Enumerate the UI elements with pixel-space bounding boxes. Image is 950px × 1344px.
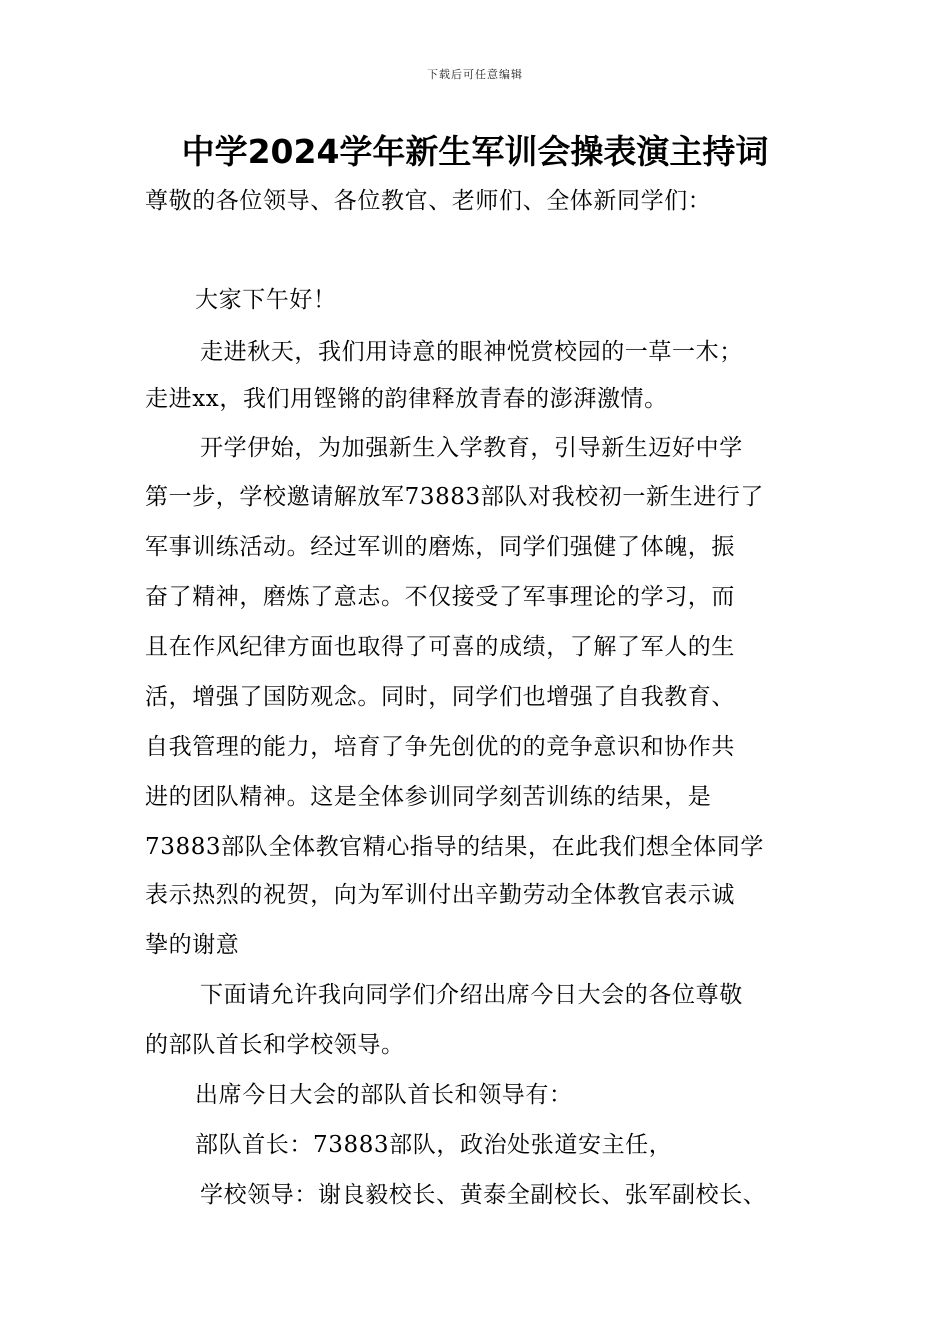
body-line: 学校领导：谢良毅校长、黄泰全副校长、张军副校长、 [200, 1182, 767, 1208]
body-line: 73883部队全体教官精心指导的结果，在此我们想全体同学 [145, 834, 764, 860]
body-line: 下面请允许我向同学们介绍出席今日大会的各位尊敬 [200, 982, 743, 1008]
body-line: 进的团队精神。这是全体参训同学刻苦训练的结果，是 [145, 784, 712, 810]
body-line: 表示热烈的祝贺，向为军训付出辛勤劳动全体教官表示诚 [145, 882, 735, 908]
greeting-line: 大家下午好！ [195, 287, 337, 313]
body-line: 活，增强了国防观念。同时，同学们也增强了自我教育、 [145, 684, 735, 710]
body-line: 出席今日大会的部队首长和领导有： [195, 1082, 573, 1108]
body-line: 走进xx，我们用铿锵的韵律释放青春的澎湃激情。 [145, 386, 668, 412]
body-line: 自我管理的能力，培育了争先创优的的竞争意识和协作共 [145, 734, 735, 760]
body-line: 第一步，学校邀请解放军73883部队对我校初一新生进行了 [145, 484, 764, 510]
body-line: 军事训练活动。经过军训的磨炼，同学们强健了体魄，振 [145, 534, 735, 560]
body-line: 走进秋天，我们用诗意的眼神悦赏校园的一草一木； [200, 339, 743, 365]
body-line: 开学伊始，为加强新生入学教育，引导新生迈好中学 [200, 435, 743, 461]
salutation-line: 尊敬的各位领导、各位教官、老师们、全体新同学们： [145, 188, 712, 214]
header-note: 下载后可任意编辑 [427, 68, 523, 81]
document-title: 中学2024学年新生军训会操表演主持词 [181, 132, 769, 171]
body-line: 奋了精神，磨炼了意志。不仅接受了军事理论的学习，而 [145, 584, 735, 610]
body-line: 挚的谢意 [145, 932, 240, 958]
body-line: 的部队首长和学校领导。 [145, 1032, 405, 1058]
body-line: 部队首长：73883部队，政治处张道安主任， [195, 1132, 673, 1158]
body-line: 且在作风纪律方面也取得了可喜的成绩，了解了军人的生 [145, 634, 735, 660]
